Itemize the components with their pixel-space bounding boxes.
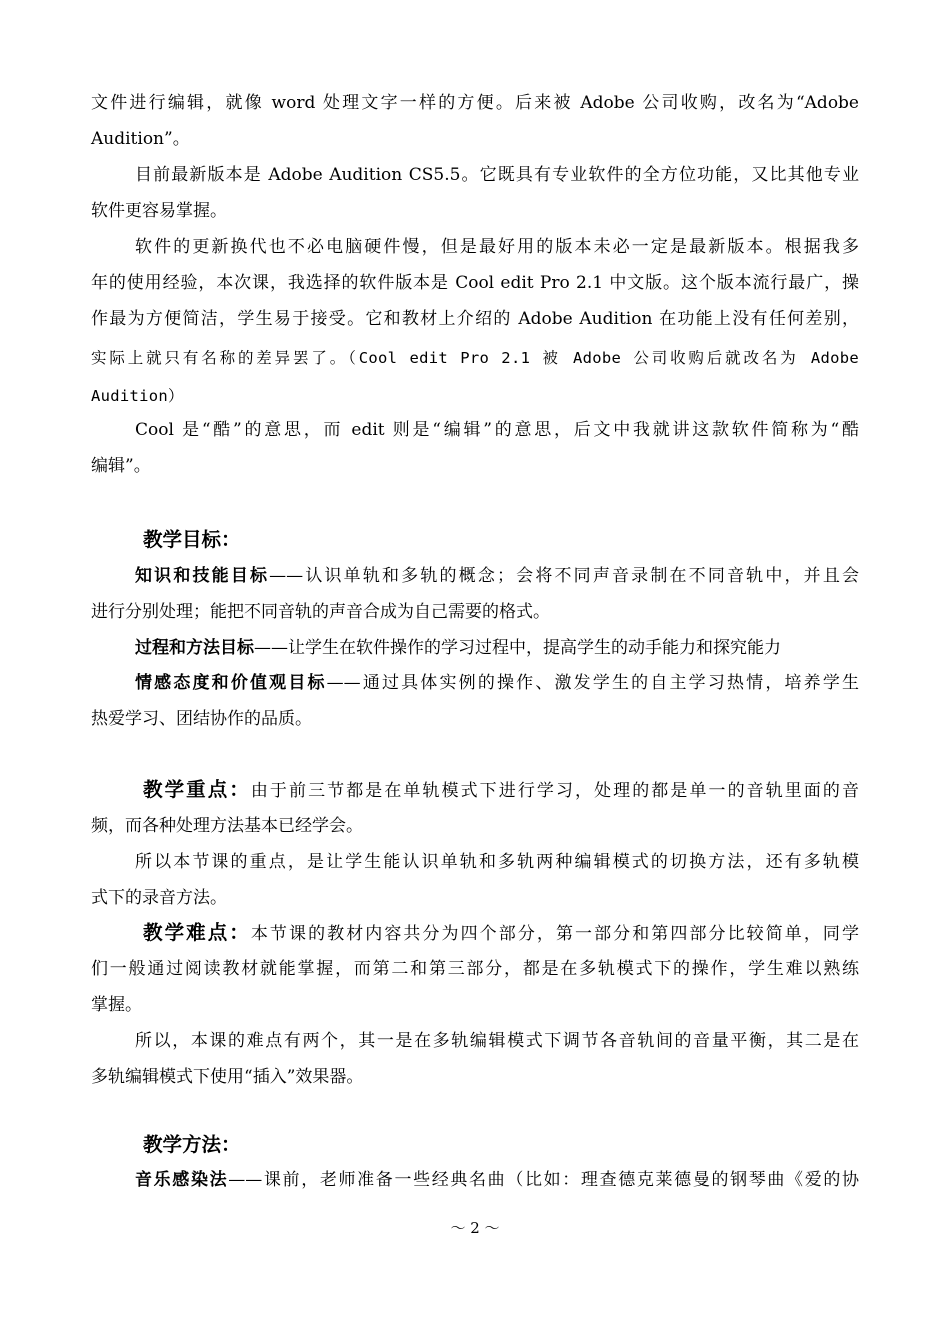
intro-p2-line2: 软件更容易掌握。 bbox=[91, 201, 227, 221]
methods-music-line bbox=[135, 1163, 859, 1197]
difficulties-line3: 掌握。 bbox=[91, 995, 142, 1015]
intro-p3-line4: 实际上就只有名称的差异罢了。（Cool edit Pro 2.1 被 Adobe 公司收购后就改名为 Adobe bbox=[91, 349, 859, 367]
page-number: ～ 2 ～ bbox=[450, 1219, 500, 1237]
difficulties-heading: 教学难点： bbox=[143, 921, 251, 944]
intro-p3-line2: 年的使用经验，本次课，我选择的软件版本是 Cool edit Pro 2.1 中文版。这个版本流行最广，操 bbox=[91, 273, 859, 293]
knowledge-lead: 知识和技能目标 bbox=[135, 566, 270, 586]
emotion-lead: 情感态度和价值观目标 bbox=[135, 673, 327, 693]
difficulties-line1 bbox=[143, 915, 859, 951]
keypoints-line2: 频，而各种处理方法基本已经学会。 bbox=[91, 816, 363, 836]
difficulties-line2: 们一般通过阅读教材就能掌握，而第二和第三部分，都是在多轨模式下的操作，学生难以熟练 bbox=[91, 959, 859, 979]
keypoints-line1 bbox=[143, 772, 859, 808]
methods-heading: 教学方法： bbox=[143, 1133, 241, 1156]
difficulties-text-line1: 本节课的教材内容共分为四个部分，第一部分和第四部分比较简单，同学 bbox=[250, 924, 859, 944]
intro-p4-line1: Cool 是“酷”的意思，而 edit 则是“编辑”的意思，后文中我就讲这款软件简称为“酷 bbox=[135, 420, 859, 440]
keypoints-line4: 式下的录音方法。 bbox=[91, 888, 227, 908]
objectives-heading: 教学目标： bbox=[143, 528, 241, 551]
emotion-text: ——通过具体实例的操作、激发学生的自主学习热情，培养学生 bbox=[326, 673, 860, 693]
intro-p3-line3: 作最为方便简洁，学生易于接受。它和教材上介绍的 Adobe Audition 在功能上没有任何差别， bbox=[91, 309, 859, 329]
process-text: ——让学生在软件操作的学习过程中，提高学生的动手能力和探究能力 bbox=[254, 638, 781, 658]
intro-p3-line5: Audition） bbox=[91, 387, 184, 405]
knowledge-text: ——认识单轨和多轨的概念；会将不同声音录制在不同音轨中，并且会 bbox=[269, 566, 860, 586]
process-lead: 过程和方法目标 bbox=[135, 638, 254, 658]
intro-p1-line1: 文件进行编辑，就像 word 处理文字一样的方便。后来被 Adobe 公司收购，改名为“Adobe bbox=[91, 93, 859, 113]
keypoints-text-line1: 由于前三节都是在单轨模式下进行学习，处理的都是单一的音轨里面的音 bbox=[250, 781, 859, 801]
difficulties-line5: 多轨编辑模式下使用“插入”效果器。 bbox=[91, 1067, 364, 1087]
intro-p1-line2: Audition”。 bbox=[91, 129, 190, 149]
intro-p2-line1: 目前最新版本是 Adobe Audition CS5.5。它既具有专业软件的全方位功能，又比其他专业 bbox=[135, 165, 859, 185]
objectives-emotion-line1 bbox=[135, 666, 859, 700]
music-lead: 音乐感染法 bbox=[135, 1170, 229, 1190]
music-text: ——课前，老师准备一些经典名曲（比如：理查德克莱德曼的钢琴曲《爱的协 bbox=[228, 1170, 860, 1190]
intro-p4-line2: 编辑”。 bbox=[91, 456, 151, 476]
objectives-knowledge-line2: 进行分别处理；能把不同音轨的声音合成为自己需要的格式。 bbox=[91, 602, 550, 622]
objectives-process-line bbox=[135, 631, 859, 665]
objectives-emotion-line2: 热爱学习、团结协作的品质。 bbox=[91, 709, 312, 729]
keypoints-line3: 所以本节课的重点，是让学生能认识单轨和多轨两种编辑模式的切换方法，还有多轨模 bbox=[135, 852, 859, 872]
intro-p3-line1: 软件的更新换代也不必电脑硬件慢，但是最好用的版本未必一定是最新版本。根据我多 bbox=[135, 237, 859, 257]
keypoints-heading: 教学重点： bbox=[143, 778, 251, 801]
objectives-knowledge-line1 bbox=[135, 559, 859, 593]
difficulties-line4: 所以，本课的难点有两个，其一是在多轨编辑模式下调节各音轨间的音量平衡，其二是在 bbox=[135, 1031, 859, 1051]
